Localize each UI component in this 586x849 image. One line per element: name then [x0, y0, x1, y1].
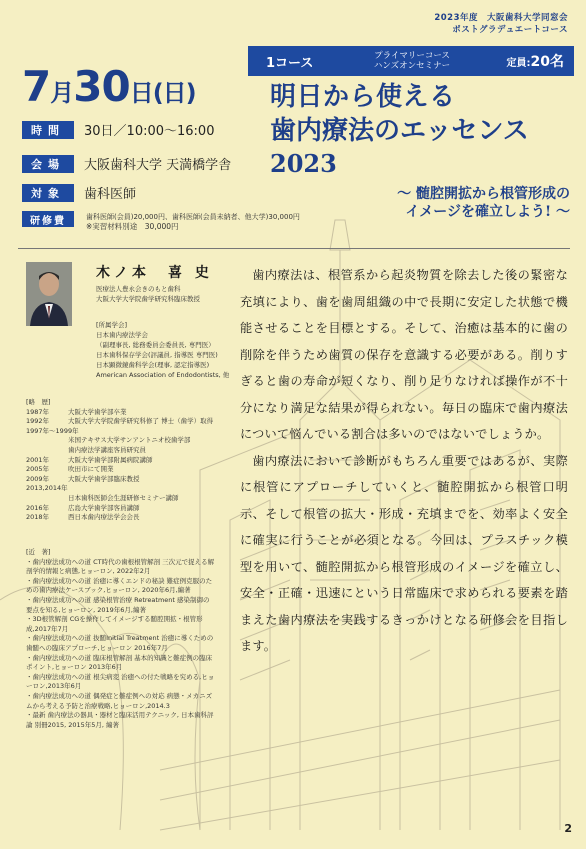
subtitle-line1: 〜 髄腔開拡から根管形成の	[397, 186, 570, 202]
course-bar	[248, 46, 574, 76]
history-row	[26, 513, 213, 523]
history-year: 2018年	[26, 513, 50, 522]
history-text: 広島大学歯学部客員講師	[68, 503, 140, 512]
history-row	[26, 504, 213, 514]
publication-item: ・歯内療法成功への道 臨床根管解剖 基本的知識と難症例の臨床ポイント,ヒョーロン 2013年6月	[26, 653, 213, 672]
history-text: 大阪大学歯学部附属病院講師	[68, 455, 153, 464]
course-description	[240, 262, 568, 660]
history-heading: [略 歴]	[26, 398, 51, 406]
venue-value: 大阪歯科大学 天満橋学舎	[84, 158, 232, 173]
section-divider	[18, 248, 570, 249]
description-paragraph-2: 歯内療法において診断がもちろん重要ではあるが、実際に根管にアプローチしていくと、髄腔開拡から根管口明示、そして根管の拡大・形成・充填までを、効率よく安全に確実に行うことが必須となる。今回は、プラスチック模型を用いて、髄腔開拡から根管形成のイメージを確立し、安全・正確・迅速にという日常臨床で求められる要素を踏まえた歯内療法を実践するきっかけとなる研修会を目指します。	[240, 453, 568, 653]
publication-item: ・歯内療法成功への道 治癒に導くエンドの秘訣 難症例克服のための歯内療法ケースブック,ヒョーロン, 2020年6月,編著	[26, 576, 213, 595]
speaker-history	[26, 398, 213, 523]
date-weekday: (日)	[152, 79, 196, 107]
history-text: 歯内療法学講座客員研究員	[68, 445, 146, 454]
publication-item: ・歯内療法成功への道 CT時代の歯根根管解剖 三次元で捉える解剖学的情報と病態,ヒョーロン, 2022年2月	[26, 557, 215, 576]
course-type	[358, 51, 466, 71]
publication-item: ・3D根管解剖 CGを操作してイメージする髄腔開拡・根管形成,2017年7月	[26, 615, 203, 633]
history-year: 1992年	[26, 417, 50, 426]
organizer-line2: ポストグラデュエートコース	[452, 25, 568, 35]
capacity-value: 20名	[530, 54, 564, 70]
fee-row	[22, 211, 74, 227]
publication-item: ・歯内療法成功への道 根尖病変 治癒への付た戦略を究める,ヒョーロン,2013年6月	[26, 672, 215, 691]
history-row	[26, 456, 213, 466]
date-month: 7	[22, 62, 51, 111]
affiliation-line1: 医療法人豊永会きのもと歯科	[96, 285, 181, 293]
speaker-photo	[26, 262, 72, 326]
capacity-label: 定員:	[506, 58, 531, 69]
date-month-unit: 月	[50, 79, 74, 107]
speaker-name: 木ノ本 喜 史	[96, 265, 213, 281]
title-year: 2023	[270, 149, 337, 178]
fee-line2: ※実習材料別途 30,000円	[86, 222, 179, 231]
history-year: 2009年	[26, 474, 50, 483]
publications-heading: [近 著]	[26, 548, 51, 556]
societies-heading: [所属学会]	[96, 321, 128, 329]
publication-item: ・歯内療法成功への道 感染根管治療 Retreatment 感染制御の要点を知る,ヒョーロン, 2019年6月,編著	[26, 595, 210, 614]
history-row	[26, 417, 213, 427]
history-year: 2005年	[26, 465, 50, 474]
target-label: 対象	[22, 184, 74, 202]
organizer-line1: 2023年度 大阪歯科大学同窓会	[434, 13, 568, 23]
time-label: 時間	[22, 121, 74, 139]
speaker-portrait-icon	[26, 262, 72, 326]
time-value: 30日／10:00〜16:00	[84, 124, 215, 139]
society-item: （副理事長, 総務委員会委員長, 専門医）	[96, 341, 215, 349]
fee-label: 研修費	[22, 211, 74, 227]
title-line2: 歯内療法のエッセンス	[270, 116, 529, 146]
seminar-date	[22, 62, 196, 111]
title-line1: 明日から使える	[270, 82, 456, 112]
organizer-header	[434, 12, 568, 36]
history-row	[26, 465, 213, 475]
history-row	[26, 494, 213, 504]
history-text: 西日本歯内療法学会会長	[68, 513, 140, 522]
page-number: 2	[564, 822, 572, 835]
fee-line1: 歯科医師(会員)20,000円、歯科医師(会員未納者、他大学)30,000円	[86, 213, 300, 221]
capacity	[507, 51, 564, 71]
history-text: 大阪大学大学院歯学研究科修了 博士（歯学）取得	[68, 417, 214, 426]
speaker-societies	[96, 320, 229, 380]
date-day: 30	[73, 62, 130, 111]
history-row	[26, 475, 213, 485]
society-item: 日本顕微鏡歯科学会(理事, 認定指導医)	[96, 361, 210, 369]
history-row	[26, 446, 213, 456]
publication-item: ・歯内療法成功への道 偶発症と難症例への対応 病態・メカニズムから考える予防と治療戦略,ヒョーロン,2014.3	[26, 691, 213, 710]
course-type-line2: ハンズオンセミナー	[373, 61, 451, 71]
speaker-affiliation	[96, 284, 200, 304]
target-value: 歯科医師	[84, 187, 137, 202]
society-item: 日本歯科保存学会(評議員, 指導医 専門医)	[96, 351, 218, 359]
history-row	[26, 436, 213, 446]
affiliation-line2: 大阪大学大学院歯学研究科臨床教授	[96, 295, 200, 303]
history-text: 大阪大学歯学部卒業	[68, 407, 127, 416]
history-text: 大阪大学歯学部臨床教授	[68, 474, 140, 483]
society-item: 日本歯内療法学会	[96, 331, 148, 339]
publication-item: ・最新 歯内療法の器具・器材と臨床活用テクニック, 日本歯科評論 別冊2015, 2015年5月, 編著	[26, 711, 214, 729]
history-text: 日本歯科医師会生涯研修セミナー講師	[68, 493, 179, 502]
date-day-unit: 日	[129, 79, 153, 107]
history-year: 2013,2014年	[26, 484, 68, 493]
history-year: 2016年	[26, 503, 50, 512]
society-item: American Association of Endodontists, 他	[96, 371, 230, 379]
recent-publications	[26, 548, 216, 730]
fee-details	[86, 212, 300, 232]
history-text: 吹田市にて開業	[68, 465, 114, 474]
venue-label: 会場	[22, 155, 74, 173]
history-year: 1987年	[26, 407, 50, 416]
course-type-line1: プライマリーコース	[374, 51, 450, 61]
time-row	[22, 120, 214, 139]
seminar-subtitle	[300, 185, 570, 221]
history-row	[26, 427, 213, 437]
target-row	[22, 183, 136, 202]
history-year: 2001年	[26, 455, 50, 464]
venue-row	[22, 154, 231, 173]
publication-item: ・歯内療法成功への道 抜髄Initial Treatment 治癒に導くための歯髄への臨床アプローチ,ヒョーロン 2016年7月	[26, 634, 214, 652]
subtitle-line2: イメージを確立しよう! 〜	[405, 204, 570, 220]
history-row	[26, 484, 213, 494]
course-number: 1コース	[266, 55, 314, 71]
history-text: 米国テキサス大学サンアントニオ校歯学部	[68, 436, 191, 445]
seminar-title	[270, 80, 575, 178]
history-year: 1997年〜1999年	[26, 426, 79, 435]
description-paragraph-1: 歯内療法は、根管系から起炎物質を除去した後の緊密な充填により、歯を歯周組織の中で長期に安定した状態で機能させることを目標とする。そして、治癒は基本的に歯の削除を伴うため歯質の保存を意識する必要がある。削りすぎると歯の寿命が短くなり、削り足りなければ操作が不十分になり満足な結果が得られない。毎日の臨床で歯内療法について悩んでいる割合は多いのではないでしょうか。	[240, 268, 568, 441]
history-row	[26, 408, 213, 418]
